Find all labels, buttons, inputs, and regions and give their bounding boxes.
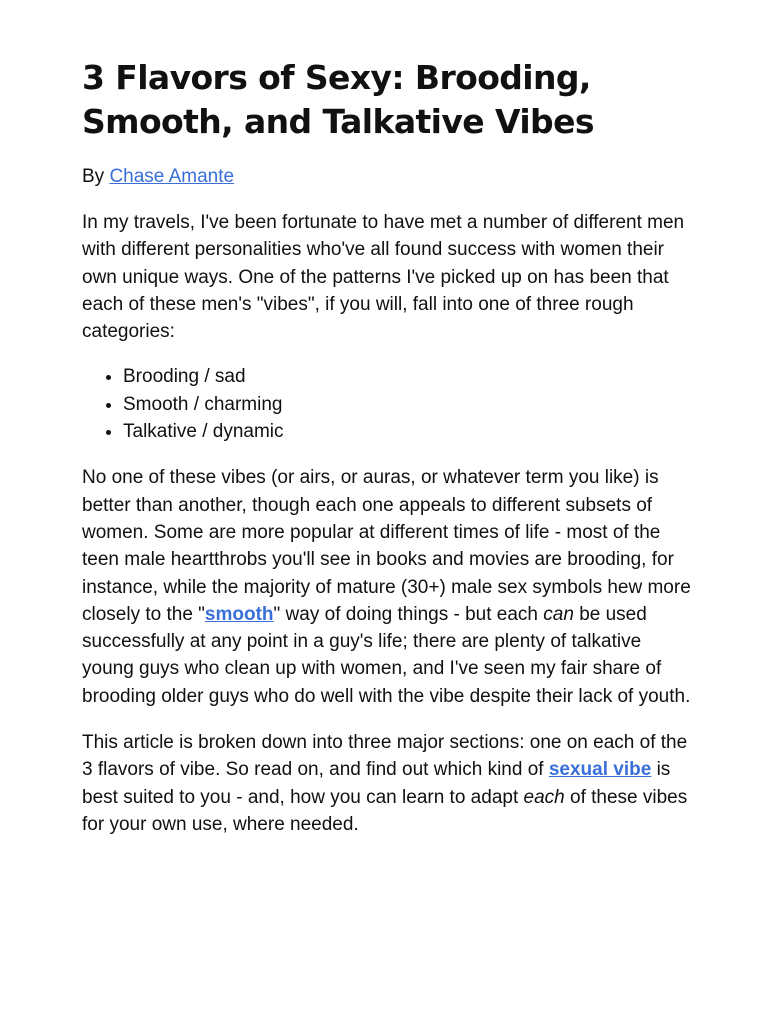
paragraph-text: of these vibes for your own use, where needed. — [82, 786, 688, 835]
emphasis-text: can — [543, 603, 574, 625]
paragraph-text: No one of these vibes (or airs, or auras, or whatever term you like) is better than another, though each one appeals to different subsets of women. Some are more popular at different times of life - most of the teen male heartthrobs you'll see in books and movies are brooding, for instance, while the majority of mature (30+) male sex symbols hew more closely to the " — [82, 467, 691, 625]
vibe-categories-list — [82, 363, 692, 445]
list-item: • Smooth / charming — [123, 391, 692, 418]
sexual-vibe-link[interactable]: sexual vibe — [548, 759, 652, 781]
paragraph-text: be used successfully at any point in a guy's life; there are plenty of talkative young guys who clean up with women, and I've seen my fair share of brooding older guys who do well with the vibe despite their lack of youth. — [82, 603, 691, 707]
list-item: • Talkative / dynamic — [123, 418, 692, 445]
paragraph-text: " way of doing things - but each — [273, 603, 544, 625]
paragraph-text: This article is broken down into three major sections: one on each of the 3 flavors of vibe. So read on, and find out which kind of — [82, 732, 688, 781]
intro-paragraph: In my travels, I've been fortunate to have met a number of different men with different personalities who've all found success with women their own unique ways. One of the patterns I've picked up on has been that each of these men's "vibes", if you will, fall into one of three rough categories: — [82, 212, 685, 343]
list-item: • Brooding / sad — [123, 363, 692, 390]
paragraph-text: is best suited to you - and, how you can learn to adapt — [82, 759, 671, 808]
author-link[interactable]: Chase Amante — [109, 166, 235, 187]
article-title: 3 Flavors of Sexy: Brooding, Smooth, and Talkative Vibes — [82, 58, 594, 141]
smooth-link[interactable]: smooth — [204, 603, 274, 625]
emphasis-text: each — [523, 786, 565, 808]
byline-prefix: By — [82, 166, 110, 187]
article — [82, 56, 692, 838]
body-paragraph-2 — [82, 464, 692, 710]
byline — [82, 163, 692, 190]
body-paragraph-3 — [82, 729, 692, 838]
